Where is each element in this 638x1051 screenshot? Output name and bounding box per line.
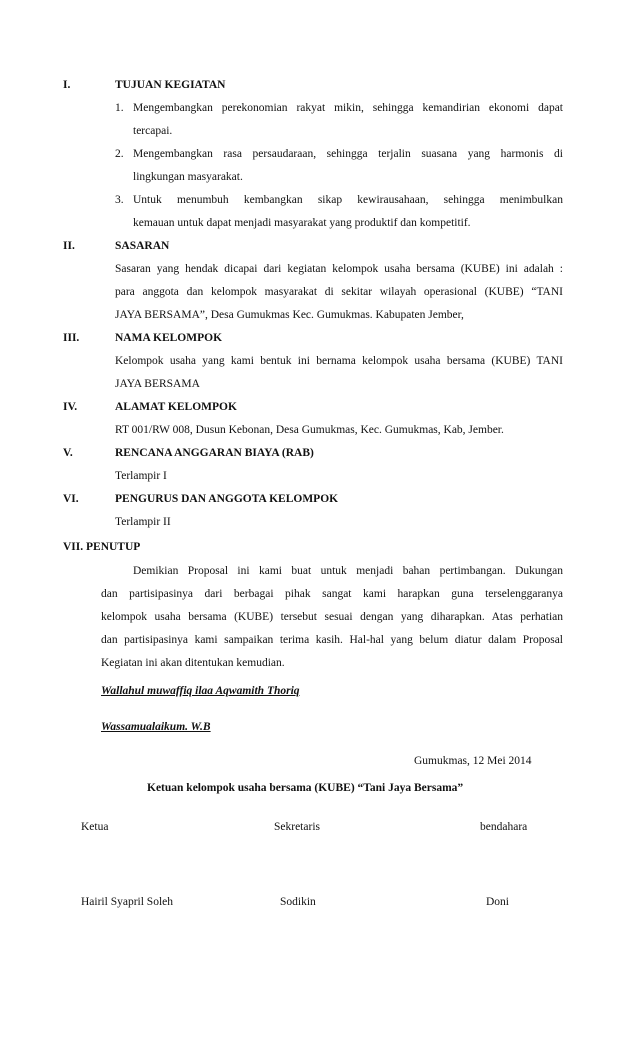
goal-3-line-1: Untuk menumbuh kembangkan sikap kewirausahaan, sehingga menimbulkan bbox=[133, 194, 563, 206]
section-7-heading: VII. PENUTUP bbox=[63, 541, 141, 553]
target-line-1: Sasaran yang hendak dicapai dari kegiatan kelompok usaha bersama (KUBE) ini adalah : bbox=[115, 263, 563, 275]
group-name-line-1: Kelompok usaha yang kami bentuk ini bernama kelompok usaha bersama (KUBE) TANI bbox=[115, 355, 563, 367]
goal-3-number: 3. bbox=[115, 194, 124, 206]
closing-line-3: kelompok usaha bersama (KUBE) tersebut sesuai dengan yang diharapkan. Atas perhatian bbox=[101, 611, 563, 623]
group-address: RT 001/RW 008, Dusun Kebonan, Desa Gumukmas, Kec. Gumukmas, Kab, Jember. bbox=[115, 424, 504, 436]
section-4-number: IV. bbox=[63, 401, 78, 413]
goal-2-line-2: lingkungan masyarakat. bbox=[133, 171, 243, 183]
role-treasurer: bendahara bbox=[480, 821, 528, 833]
section-6-number: VI. bbox=[63, 493, 79, 505]
goal-1-line-2: tercapai. bbox=[133, 125, 173, 137]
section-3-number: III. bbox=[63, 332, 80, 344]
closing-line-1: Demikian Proposal ini kami buat untuk menjadi bahan pertimbangan. Dukungan bbox=[133, 565, 563, 577]
closing-line-2: dan partisipasinya dari berbagai pihak sangat kami harapkan guna terselenggaranya bbox=[101, 588, 563, 600]
goal-3-line-2: kemauan untuk dapat menjadi masyarakat yang produktif dan kompetitif. bbox=[133, 217, 471, 229]
closing-prayer: Wallahul muwaffiq ilaa Aqwamith Thoriq bbox=[101, 685, 300, 697]
closing-line-5: Kegiatan ini akan ditentukan kemudian. bbox=[101, 657, 285, 669]
section-1-title: TUJUAN KEGIATAN bbox=[115, 79, 226, 91]
group-name-line-2: JAYA BERSAMA bbox=[115, 378, 200, 390]
goal-2-number: 2. bbox=[115, 148, 124, 160]
members-reference: Terlampir II bbox=[115, 516, 171, 528]
section-2-number: II. bbox=[63, 240, 75, 252]
role-chair: Ketua bbox=[81, 821, 109, 833]
name-treasurer: Doni bbox=[486, 896, 509, 908]
role-secretary: Sekretaris bbox=[274, 821, 320, 833]
section-4-title: ALAMAT KELOMPOK bbox=[115, 401, 237, 413]
target-line-3: JAYA BERSAMA”, Desa Gumukmas Kec. Gumukmas. Kabupaten Jember, bbox=[115, 309, 464, 321]
goal-1-number: 1. bbox=[115, 102, 124, 114]
name-chair: Hairil Syapril Soleh bbox=[81, 896, 173, 908]
closing-line-4: dan partisipasinya kami sampaikan terima kasih. Hal-hal yang belum diatur dalam Proposal bbox=[101, 634, 563, 646]
section-5-title: RENCANA ANGGARAN BIAYA (RAB) bbox=[115, 447, 314, 459]
target-line-2: para anggota dan kelompok masyarakat di sekitar wilayah operasional (KUBE) “TANI bbox=[115, 286, 563, 298]
section-3-title: NAMA KELOMPOK bbox=[115, 332, 223, 344]
name-secretary: Sodikin bbox=[280, 896, 316, 908]
section-1-number: I. bbox=[63, 79, 71, 91]
section-2-title: SASARAN bbox=[115, 240, 170, 252]
signatory-title: Ketuan kelompok usaha bersama (KUBE) “Tani Jaya Bersama” bbox=[147, 782, 464, 794]
section-6-title: PENGURUS DAN ANGGOTA KELOMPOK bbox=[115, 493, 339, 505]
budget-reference: Terlampir I bbox=[115, 470, 167, 482]
section-5-number: V. bbox=[63, 447, 73, 459]
goal-1-line-1: Mengembangkan perekonomian rakyat mikin, sehingga kemandirian ekonomi dapat bbox=[133, 102, 563, 114]
closing-salam: Wassamualaikum. W.B bbox=[101, 721, 211, 733]
place-date: Gumukmas, 12 Mei 2014 bbox=[414, 755, 532, 767]
goal-2-line-1: Mengembangkan rasa persaudaraan, sehingga terjalin suasana yang harmonis di bbox=[133, 148, 563, 160]
